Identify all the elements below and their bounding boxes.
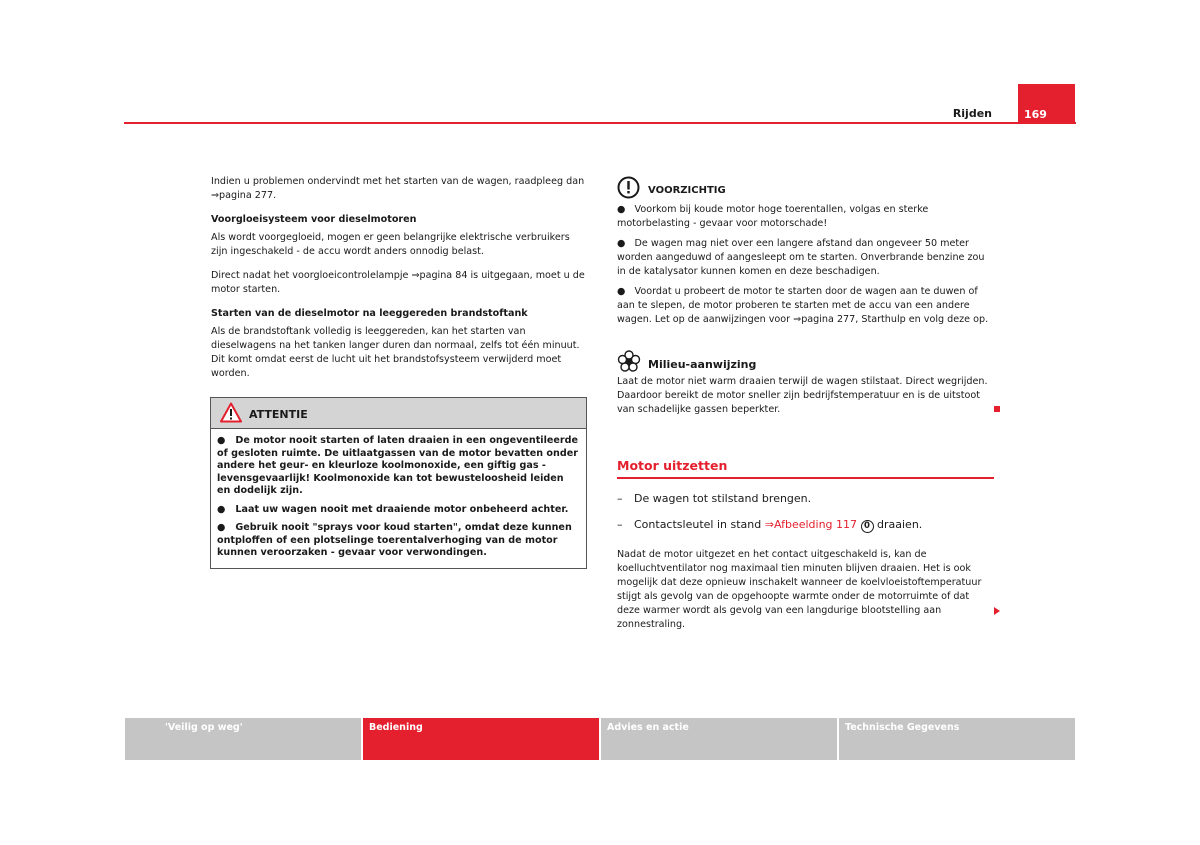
left-column xyxy=(211,175,588,391)
list-item: ● Laat uw wagen nooit met draaiende motor onbeheerd achter. xyxy=(217,503,569,515)
list-item: ● De wagen mag niet over een langere afstand dan ongeveer 50 meter worden aangeduwd of aangesleept om te starten. Onverbrande benzine zou in de katalysator kunnen komen en deze beschadigen. xyxy=(617,238,985,277)
exclamation-circle-icon xyxy=(617,176,640,203)
step-item: – Contactsleutel in stand ⇒Afbeelding 117 0 draaien. xyxy=(617,518,923,531)
header-rule xyxy=(124,122,1076,124)
section-rule xyxy=(617,477,994,479)
paragraph-leeggereden-tank: Als de brandstoftank volledig is leeggereden, kan het starten van dieselwagens na het tanken langer duren dan normaal, zelfs tot één minuut. Dit komt omdat eerst de lucht uit het brandstofsysteem verwijderd moet worden. xyxy=(211,326,580,379)
page-number: 169 xyxy=(1024,108,1047,121)
figure-link[interactable]: ⇒Afbeelding 117 xyxy=(764,518,858,531)
paragraph-voorgloei-1: Als wordt voorgegloeid, mogen er geen belangrijke elektrische verbruikers zijn ingeschakeld - de accu wordt anders onnodig belast. xyxy=(211,232,570,257)
warning-triangle-icon xyxy=(220,402,242,427)
attentie-box xyxy=(210,397,587,569)
intro-paragraph: Indien u problemen ondervindt met het starten van de wagen, raadpleeg dan ⇒pagina 277. xyxy=(211,176,585,201)
chapter-title: Rijden xyxy=(952,107,992,120)
voorzichtig-label: VOORZICHTIG xyxy=(648,185,726,196)
attentie-label: ATTENTIE xyxy=(249,408,308,421)
end-square-icon xyxy=(994,406,1000,412)
footer-tab-bediening[interactable]: Bediening xyxy=(363,718,599,760)
heading-leeggereden-tank: Starten van de dieselmotor na leeggereden brandstoftank xyxy=(211,308,528,319)
continue-arrow-icon xyxy=(994,607,1000,615)
list-item: ● De motor nooit starten of laten draaien in een ongeventileerde of gesloten ruimte. De uitlaatgassen van de motor bevatten onder andere het geur- en kleurloze koolmonoxide, een giftig gas - levensgevaarlijk! Koolmonoxide kan tot bewusteloosheid leiden en dodelijk zijn. xyxy=(217,435,578,496)
voorzichtig-body xyxy=(617,203,995,333)
step-item: – De wagen tot stilstand brengen. xyxy=(617,492,812,505)
motor-uitzetten-paragraph: Nadat de motor uitgezet en het contact uitgeschakeld is, kan de koelluchtventilator nog maximaal tien minuten blijven draaien. Het is ook mogelijk dat deze opnieuw inschakelt wanneer de koelvloeistoftemperatuur stijgt als gevolg van de opgehoopte warmte onder de motorruimte of dat deze warmer wordt als gevolg van een langdurige blootstelling aan zonnestraling. xyxy=(617,549,982,630)
flower-icon xyxy=(617,350,641,376)
attentie-body xyxy=(211,429,586,568)
paragraph-voorgloei-2: Direct nadat het voorgloeicontrolelampje ⇒pagina 84 is uitgegaan, moet u de motor starten. xyxy=(211,270,585,295)
attentie-header xyxy=(211,398,586,429)
milieu-label: Milieu-aanwijzing xyxy=(648,358,757,371)
heading-voorgloeisysteem: Voorgloeisysteem voor dieselmotoren xyxy=(211,214,417,225)
footer-tab-veilig-op-weg[interactable]: 'Veilig op weg' xyxy=(125,718,361,760)
section-title-motor-uitzetten: Motor uitzetten xyxy=(617,458,728,473)
footer-nav xyxy=(125,718,1075,760)
list-item: ● Voordat u probeert de motor te starten door de wagen aan te duwen of aan te slepen, de motor proberen te starten met de accu van een andere wagen. Let op de aanwijzingen voor ⇒pagina 277, Starthulp en volg deze op. xyxy=(617,286,989,325)
milieu-text: Laat de motor niet warm draaien terwijl de wagen stilstaat. Direct wegrijden. Daardoor bereikt de motor sneller zijn bedrijfstemperatuur en is de uitstoot van schadelijke gassen beperkter. xyxy=(617,376,988,415)
list-item: ● Voorkom bij koude motor hoge toerentallen, volgas en sterke motorbelasting - gevaar voor motorschade! xyxy=(617,204,929,229)
key-position-badge: 0 xyxy=(861,520,874,533)
list-item: ● Gebruik nooit "sprays voor koud starten", omdat deze kunnen ontploffen of een plotselinge toerentalverhoging van de motor kunnen veroorzaken - gevaar voor verwondingen. xyxy=(217,522,572,558)
footer-tab-technische-gegevens[interactable]: Technische Gegevens xyxy=(839,718,1075,760)
footer-tab-advies-en-actie[interactable]: Advies en actie xyxy=(601,718,837,760)
